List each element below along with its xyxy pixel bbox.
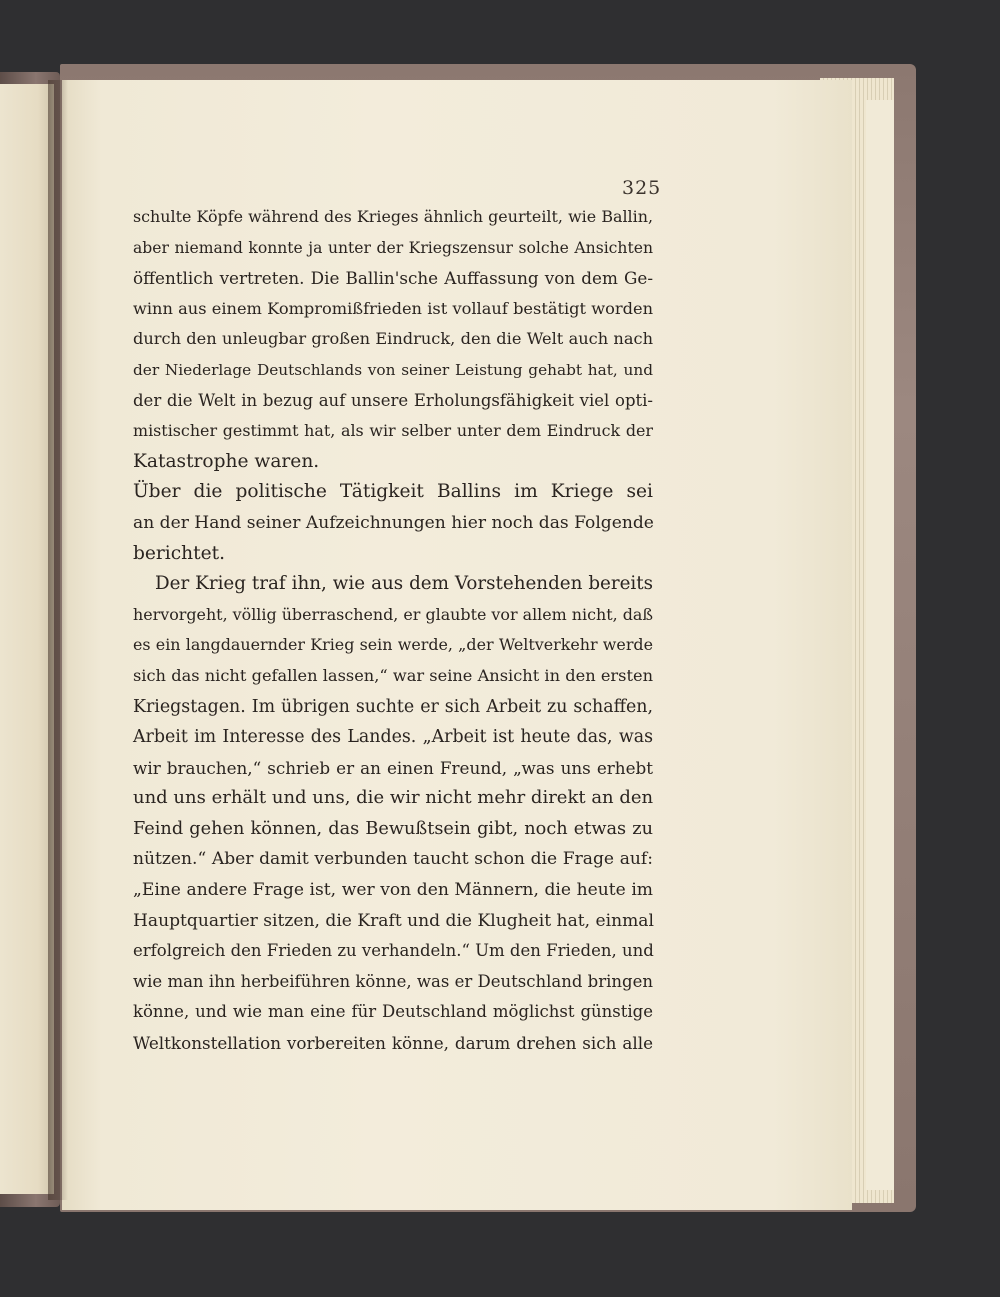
text-line: der die Welt in bezug auf unsere Erholungsfähigkeit viel opti- [133, 390, 653, 410]
text-line: Hauptquartier sitzen, die Kraft und die Klugheit hat, einmal [133, 910, 654, 931]
text-line: hervorgeht, völlig überraschend, er glaubte vor allem nicht, daß [133, 604, 653, 624]
page-block-inner [866, 100, 894, 1190]
text-line: könne, und wie man eine für Deutschland möglichst günstige [133, 1002, 653, 1022]
text-line: erfolgreich den Frieden zu verhandeln.“ Um den Frieden, und [133, 941, 654, 961]
text-line: durch den unleugbar großen Eindruck, den die Welt auch nach [133, 329, 653, 349]
text-line: Katastrophe waren. [133, 450, 320, 472]
text-line: sich das nicht gefallen lassen,“ war seine Ansicht in den ersten [133, 665, 653, 685]
text-line: an der Hand seiner Aufzeichnungen hier noch das Folgende [133, 512, 654, 533]
text-line: es ein langdauernder Krieg sein werde, „der Weltverkehr werde [133, 635, 653, 655]
body-text [133, 202, 653, 1059]
text-line: und uns erhält und uns, die wir nicht mehr direkt an den [133, 787, 654, 809]
text-line: wir brauchen,“ schrieb er an einen Freund, „was uns erhebt [133, 757, 653, 778]
text-line: nützen.“ Aber damit verbunden taucht schon die Frage auf: [133, 849, 653, 870]
text-line: mistischer gestimmt hat, als wir selber unter dem Eindruck der [133, 421, 653, 441]
text-line: Über die politische Tätigkeit Ballins im Kriege sei [133, 481, 653, 503]
text-line: berichtet. [133, 542, 225, 564]
text-line: aber niemand konnte ja unter der Kriegszensur solche Ansichten [133, 238, 653, 257]
text-line: Der Krieg traf ihn, wie aus dem Vorstehenden bereits [155, 573, 653, 595]
text-line: öffentlich vertreten. Die Ballin'sche Auffassung von dem Ge- [133, 268, 653, 289]
page-number: 325 [622, 177, 662, 199]
text-line: winn aus einem Kompromißfrieden ist vollauf bestätigt worden [133, 298, 653, 318]
text-line: „Eine andere Frage ist, wer von den Männern, die heute im [133, 880, 653, 901]
text-line: Arbeit im Interesse des Landes. „Arbeit ist heute das, was [133, 727, 653, 748]
text-line: Feind gehen können, das Bewußtsein gibt, noch etwas zu [133, 818, 653, 839]
spine-shadow [48, 80, 68, 1200]
text-line: der Niederlage Deutschlands von seiner Leistung gehabt hat, und [133, 360, 653, 379]
text-line: schulte Köpfe während des Krieges ähnlich geurteilt, wie Ballin, [133, 207, 653, 226]
left-page-edge [0, 84, 54, 1194]
text-line: Kriegstagen. Im übrigen suchte er sich Arbeit zu schaffen, [133, 696, 653, 717]
text-line: wie man ihn herbeiführen könne, was er Deutschland bringen [133, 971, 653, 991]
text-line: Weltkonstellation vorbereiten könne, darum drehen sich alle [133, 1033, 653, 1054]
